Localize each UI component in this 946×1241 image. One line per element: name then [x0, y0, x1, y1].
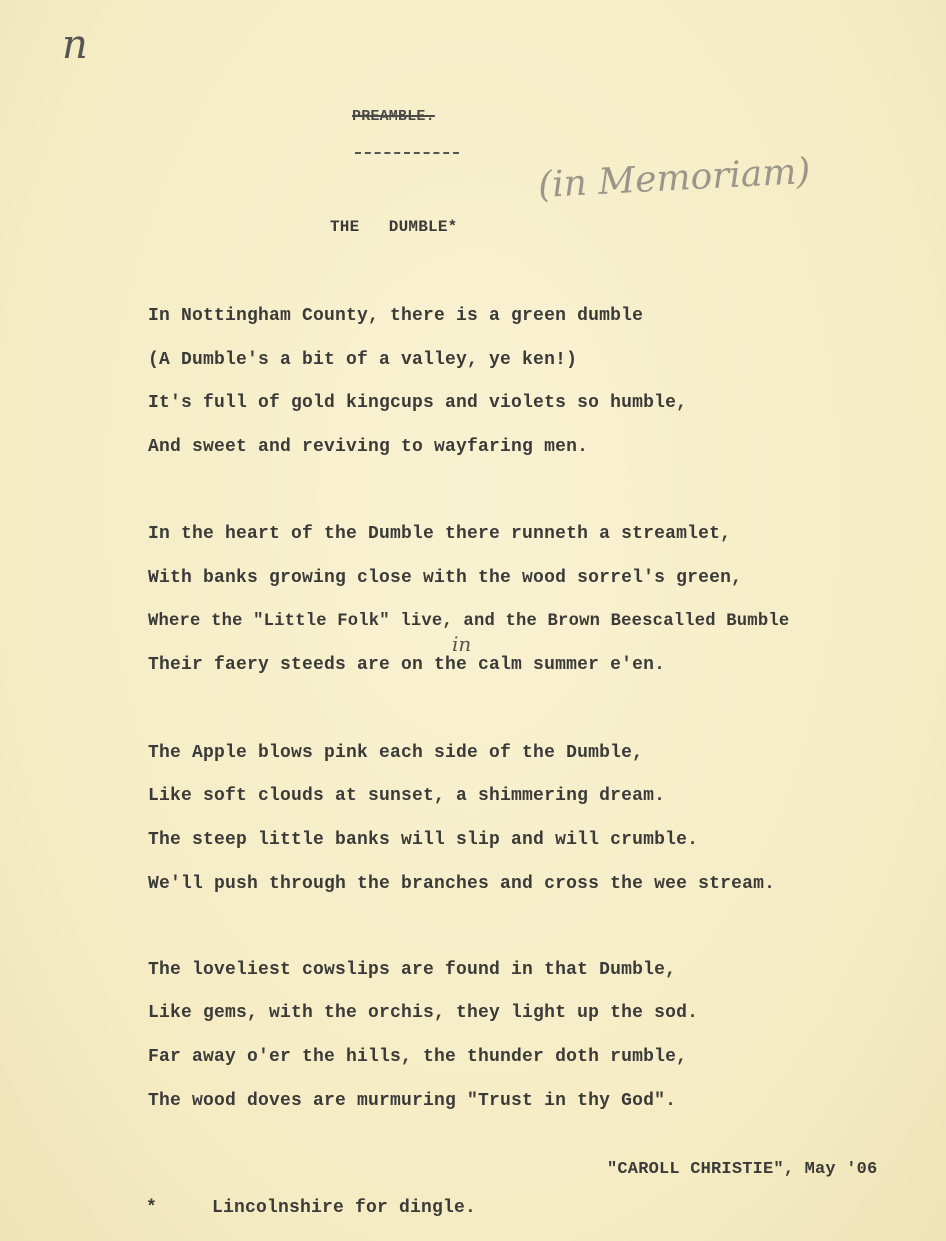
- stanza-4-line-4: The wood doves are murmuring "Trust in thy God".: [148, 1091, 677, 1111]
- footnote-marker: *: [146, 1198, 158, 1218]
- stanza-3-line-3: The steep little banks will slip and will crumble.: [148, 830, 699, 850]
- stanza-4-line-1: The loveliest cowslips are found in that Dumble,: [148, 960, 677, 980]
- stanza-1-line-1: In Nottingham County, there is a green dumble: [148, 306, 644, 326]
- stanza-1-line-4: And sweet and reviving to wayfaring men.: [148, 437, 589, 457]
- stanza-2-line-4: Their faery steeds are on the calm summer e'en.: [148, 655, 666, 675]
- stanza-1-line-3: It's full of gold kingcups and violets so humble,: [148, 393, 688, 413]
- stanza-3-line-2: Like soft clouds at sunset, a shimmering dream.: [148, 786, 666, 806]
- stanza-4-line-2: Like gems, with the orchis, they light up the sod.: [148, 1003, 699, 1023]
- stanza-2-line-3: Where the "Little Folk" live, and the Brown Beescalled Bumble: [148, 612, 790, 631]
- poem-title: THE DUMBLE*: [330, 218, 458, 236]
- struck-title: PREAMBLE.: [352, 108, 435, 125]
- stanza-1-line-2: (A Dumble's a bit of a valley, ye ken!): [148, 350, 578, 370]
- stanza-2-line-2: With banks growing close with the wood sorrel's green,: [148, 568, 743, 588]
- footnote-text: Lincolnshire for dingle.: [212, 1198, 477, 1218]
- stanza-4-line-3: Far away o'er the hills, the thunder doth rumble,: [148, 1047, 688, 1067]
- stanza-3-line-4: We'll push through the branches and cross the wee stream.: [148, 874, 776, 894]
- handwritten-correction: in: [452, 632, 472, 656]
- stanza-3-line-1: The Apple blows pink each side of the Dumble,: [148, 743, 644, 763]
- title-rule: [355, 152, 459, 154]
- signature: "CAROLL CHRISTIE", May '06: [607, 1160, 878, 1179]
- corner-annotation: n: [62, 22, 88, 68]
- stanza-2-line-1: In the heart of the Dumble there runneth a streamlet,: [148, 524, 732, 544]
- in-memoriam-annotation: (in Memoriam): [537, 150, 812, 207]
